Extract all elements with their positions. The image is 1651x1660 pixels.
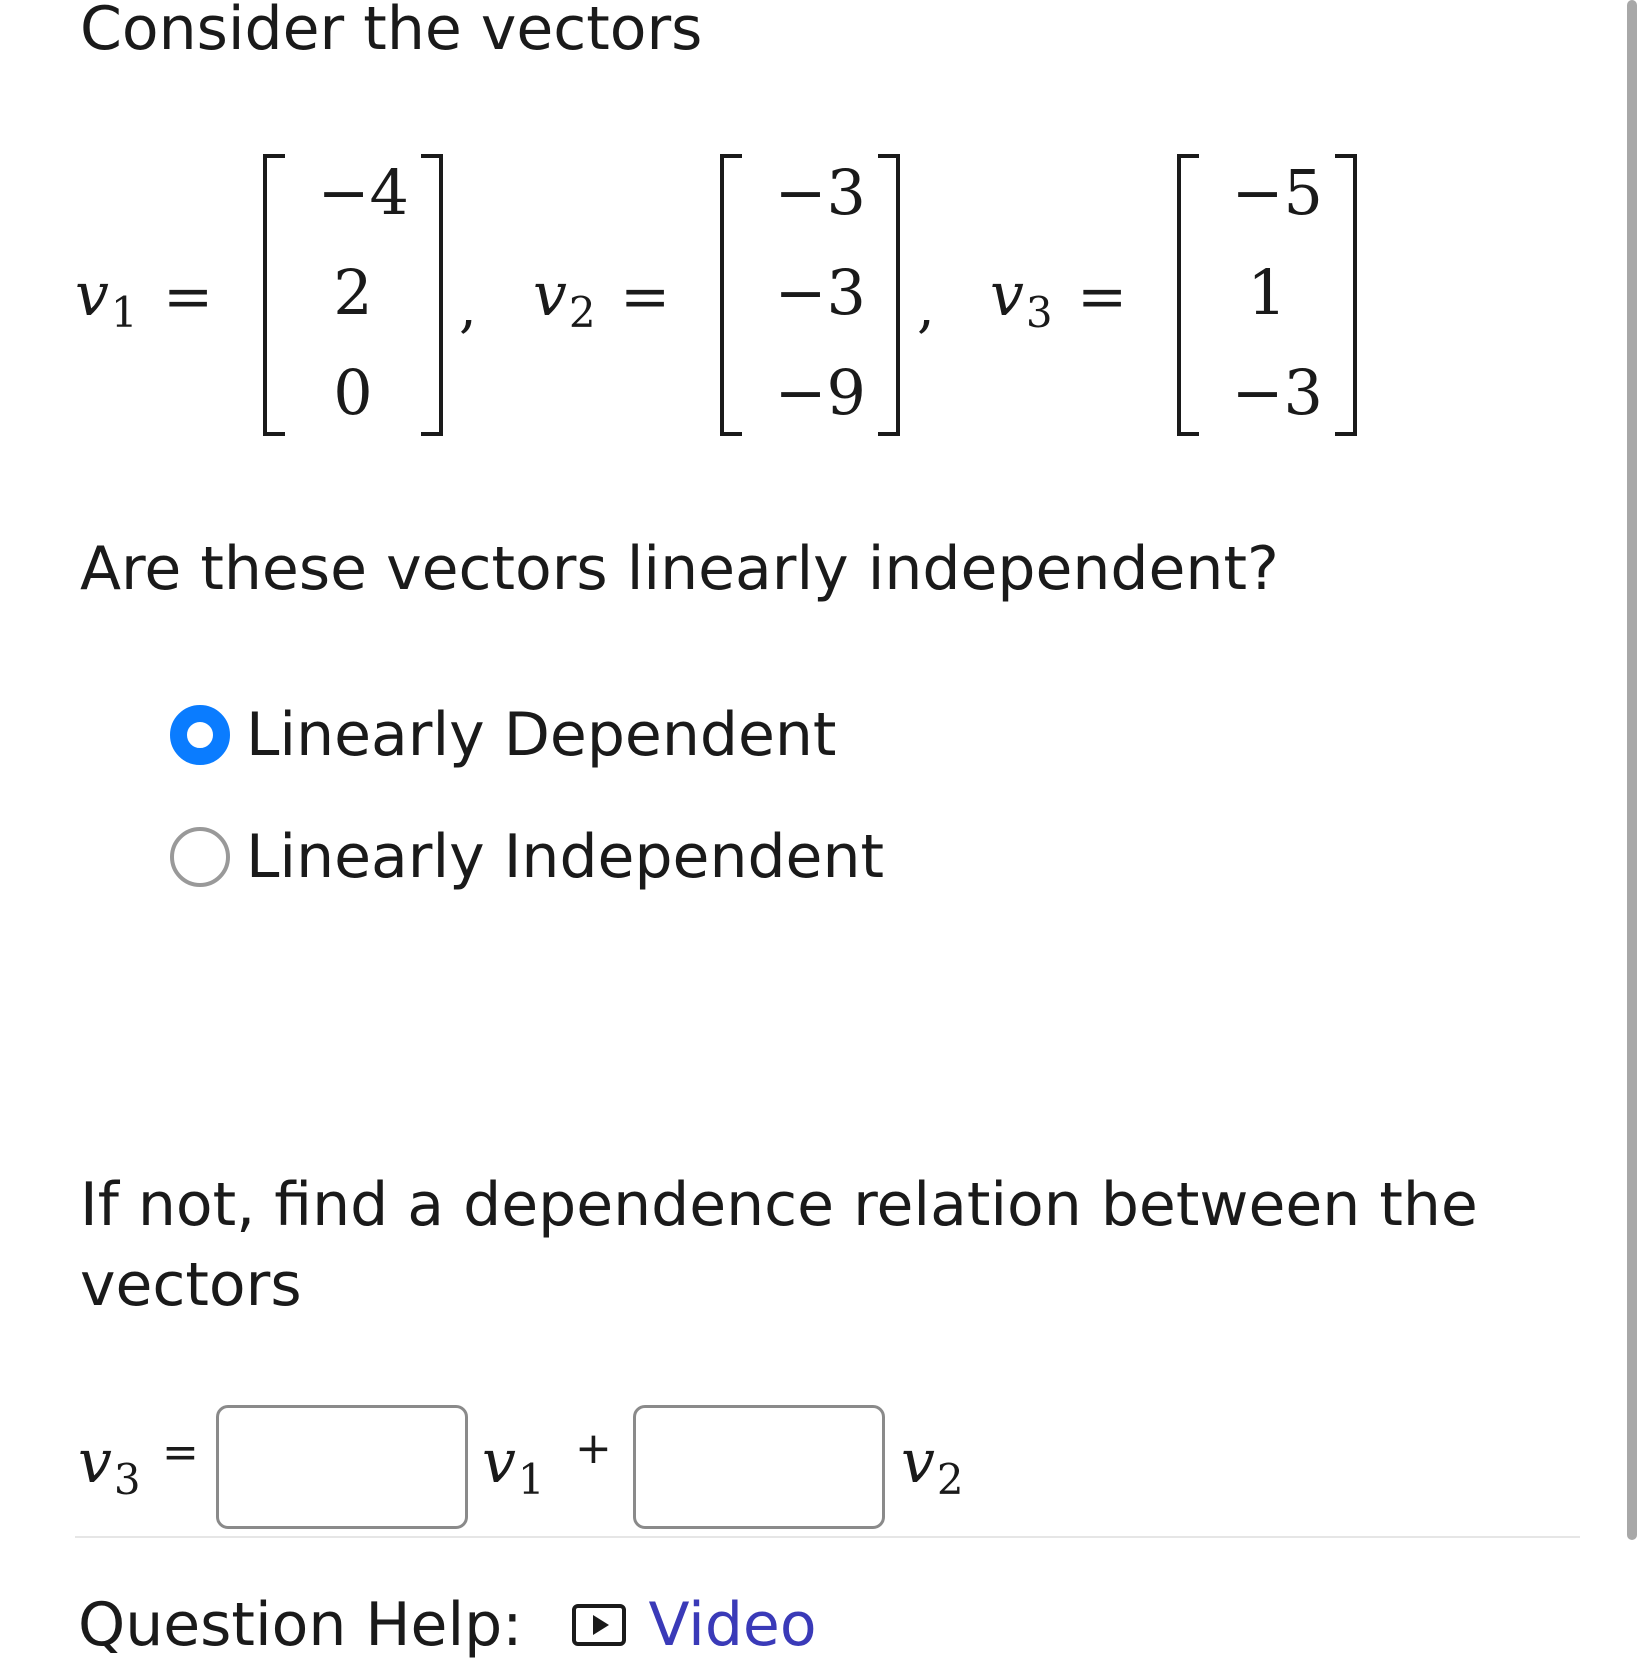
video-help-link[interactable] [572,1590,816,1660]
equals-sign: = [1077,262,1128,332]
intro-text: Consider the vectors [80,0,703,64]
video-link-label: Video [648,1590,817,1660]
answer-term-v1: $v_1$ [482,1427,545,1504]
matrix-entry: −4 [317,156,409,229]
left-bracket [1177,154,1199,436]
matrix-entry: −3 [774,156,866,229]
vector-v2-matrix [720,150,900,440]
question-help [78,1590,817,1660]
radio-button[interactable] [170,827,230,887]
coefficient-v1-input[interactable] [216,1405,468,1529]
answer-options [170,700,884,944]
comma: , [917,275,935,340]
answer-term-v2: $v_2$ [901,1427,964,1504]
option-label: Linearly Dependent [246,700,837,770]
question-text: Are these vectors linearly independent? [80,534,1279,604]
radio-button-selected[interactable] [170,705,230,765]
option-label: Linearly Independent [246,822,885,892]
left-bracket [720,154,742,436]
dependence-relation-row [78,1405,1178,1535]
plus-sign: + [575,1423,612,1474]
vector-label-v2: $v_2$ [533,260,596,337]
section-divider [75,1536,1580,1538]
question-help-label: Question Help: [78,1590,523,1660]
equals-sign: = [620,262,671,332]
right-bracket [1335,154,1357,436]
vector-v1-matrix [263,150,443,440]
matrix-entry: −3 [774,256,866,329]
play-video-icon [572,1604,626,1646]
vector-v3-matrix [1177,150,1357,440]
vector-label-v3: $v_3$ [990,260,1053,337]
vertical-scrollbar[interactable] [1627,0,1637,1540]
left-bracket [263,154,285,436]
right-bracket [878,154,900,436]
matrix-entry: −3 [1231,356,1323,429]
equals-sign: = [163,262,214,332]
comma: , [459,275,477,340]
matrix-entry: 1 [1247,256,1287,329]
followup-text: If not, find a dependence relation between the vectors [80,1170,1478,1320]
option-linearly-dependent[interactable] [170,700,884,770]
matrix-entry: −5 [1231,156,1323,229]
equals-sign: = [162,1427,199,1478]
matrix-entry: 0 [333,356,373,429]
vector-definitions [75,150,1455,450]
vector-label-v1: $v_1$ [75,260,138,337]
coefficient-v2-input[interactable] [633,1405,885,1529]
right-bracket [421,154,443,436]
matrix-entry: −9 [774,356,866,429]
answer-lhs-v3: $v_3$ [78,1427,141,1504]
option-linearly-independent[interactable] [170,822,884,892]
matrix-entry: 2 [333,256,373,329]
